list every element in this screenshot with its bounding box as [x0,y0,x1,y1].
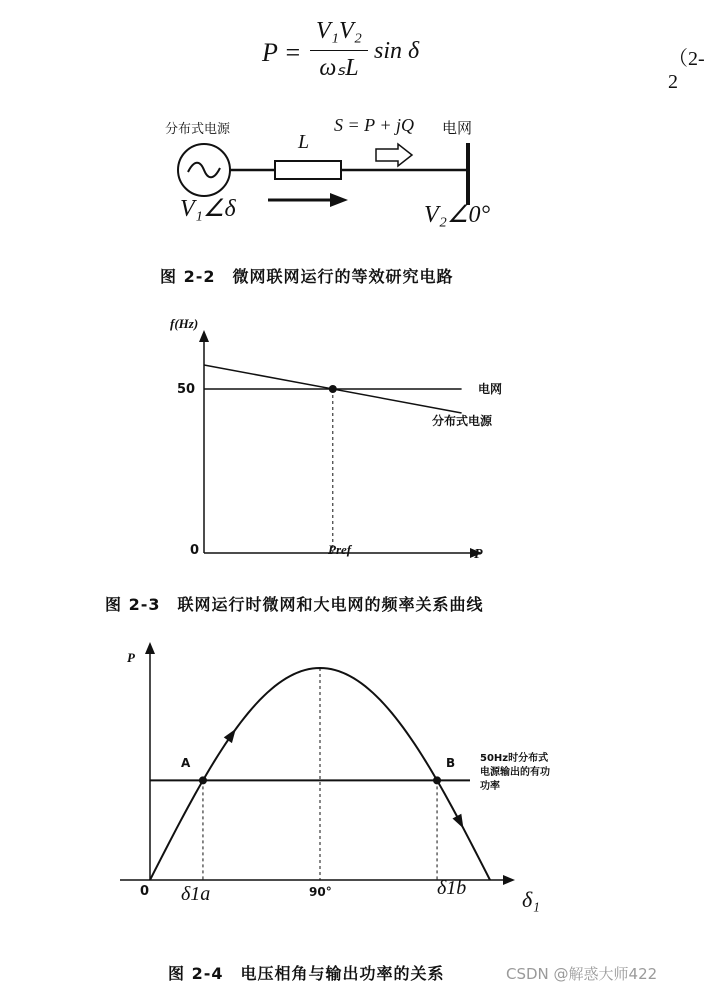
fig23-series-source-label: 分布式电源 [432,414,493,428]
power-label: S = P + jQ [334,115,414,135]
point-a-label: A [181,756,191,770]
fig23-intersection-point [329,385,337,393]
fig22-caption: 图 2-2 微网联网运行的等效研究电路 [160,267,454,286]
inductor-box [275,161,341,179]
fig24-x-tick-d1b: δ1b [437,877,467,899]
point-b-label: B [446,756,456,770]
fig24-arrow-down-icon [452,814,463,829]
fig24-x-tick-d1a: δ1a [181,883,211,905]
fig24-x-arrow-icon [503,875,515,885]
fig23-y-tick-50: 50 [177,382,196,397]
equation-lhs: P = [262,38,302,67]
fig24-hline-label: 50Hz时分布式电源输出的有功功率 [480,753,550,792]
fig24-arrow-up-icon [224,729,236,743]
equation-denominator: ωₛL [319,55,359,81]
fig24-y-arrow-icon [145,642,155,654]
current-arrow-head-icon [330,193,348,207]
fig23-series-grid-label: 电网 [478,382,503,396]
fig24-plot-area [150,668,490,880]
fig23-axes [199,330,482,558]
fig24-x-tick-90: 90° [309,885,332,899]
grid-label: 电网 [442,119,473,137]
inductor-label: L [298,131,310,153]
equation-rhs: sin δ [374,38,420,64]
fig23-x-tick-pref: Pref [328,542,352,557]
v1-label: V₁∠δ [180,196,236,222]
fig24-point-a [199,776,207,784]
v2-label: V₂∠0° [424,202,491,228]
fig23-x-label: P [474,547,483,562]
equation-number: （2-2 [668,48,705,93]
sine-wave-icon [188,163,220,178]
fig23-caption: 图 2-3 联网运行时微网和大电网的频率关系曲线 [105,595,484,614]
power-flow-arrow-icon [376,144,412,166]
fig23-y-label: f(Hz) [170,316,199,331]
fig23-plot-area [204,365,462,553]
fig24-origin-label: 0 [140,884,150,899]
fig24-point-b [433,776,441,784]
fig24-axes [120,642,515,885]
fig24-caption: 图 2-4 电压相角与输出功率的关系 [168,964,445,983]
equation-numerator: V₁V₂ [315,18,362,44]
fig24-y-label: P [127,650,135,665]
fig23-y-arrow-icon [199,330,209,342]
fig24-x-label: δ₁ [522,887,540,912]
source-label: 分布式电源 [165,122,231,137]
csdn-watermark: CSDN @解惑大师422 [506,965,658,983]
fig23-origin-label: 0 [190,543,200,558]
